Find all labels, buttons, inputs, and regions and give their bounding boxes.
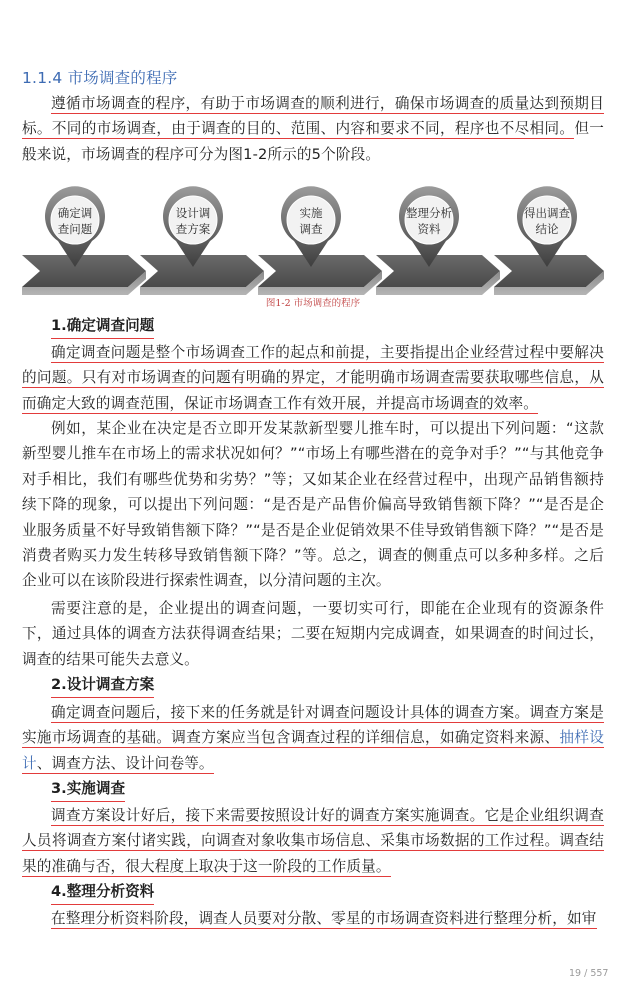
stage-3-pin-face: [287, 196, 335, 244]
stage-1-label-line1: 确定调: [57, 206, 93, 220]
stage-5-label-line2: 结论: [535, 222, 559, 236]
stage-1-arrow: [22, 255, 146, 287]
intro-paragraph: [22, 91, 604, 167]
stage-5-pin-face: [523, 196, 571, 244]
s3-paragraph-1-text: 调查方案设计好后，接下来需要按照设计好的调查方案实施调查。它是企业组织调查人员将调查方案付诸实践，向调查对象收集市场信息、采集市场数据的工作过程。调查结果的准确与否，很大程度上取决于这一阶段的工作质量。: [22, 807, 604, 875]
stage-5: [494, 186, 604, 295]
stage-4: [376, 186, 500, 295]
stage-5-label-line1: 得出调查: [524, 206, 570, 220]
s1-paragraph-1-text: 确定调查问题是整个市场调查工作的起点和前提，主要指提出企业经营过程中要解决的问题。只有对市场调查的问题有明确的界定，才能明确市场调查需要获取哪些信息，从而确定大致的调查范围，保证市场调查工作有效开展，并提高市场调查的效率。: [22, 344, 604, 412]
stage-2-arrow: [140, 255, 264, 287]
s1-paragraph-2: 例如，某企业在决定是否立即开发某款新型婴儿推车时，可以提出下列问题：“这款新型婴儿推车在市场上的需求状况如何？”“市场上有哪些潜在的竞争对手？”“与其他竞争对手相比，我们有哪些优势和劣势？”等；又如某企业在经营过程中，出现产品销售额持续下降的现象，可以提出下列问题：“是否是产品售价偏高导致销售额下降？”“是否是企业服务质量不好导致销售额下降？”“是否是企业促销效果不佳导致销售额下降？”“是否是消费者购买力发生转移导致销售额下降？”等。总之，调查的侧重点可以多种多样。之后企业可以在该阶段进行探索性调查，以分清问题的主次。: [22, 420, 604, 590]
heading-define-problem: 1.确定调查问题: [51, 314, 154, 339]
stage-3-label-line1: 实施: [299, 206, 323, 220]
stage-4-label-line1: 整理分析: [406, 206, 452, 220]
stage-3: [258, 186, 382, 295]
sampling-design-link[interactable]: 抽样设计: [22, 729, 605, 772]
stage-4-pin-face: [405, 196, 453, 244]
section-title: 1.1.4 市场调查的程序: [22, 69, 178, 87]
stage-4-label-line2: 资料: [417, 222, 441, 236]
intro-plain-text: 但一般来说，市场调查的程序可分为图1-2所示的5个阶段。: [22, 120, 604, 163]
process-diagram-svg: [20, 183, 606, 311]
s2-paragraph-1-text-a: 确定调查问题后，接下来的任务就是针对调查问题设计具体的调查方案。调查方案是实施市场调查的基础。调查方案应当包含调查过程的详细信息，如确定资料来源、: [22, 704, 604, 747]
stage-2: [140, 186, 264, 295]
stage-4-arrow: [376, 255, 500, 287]
page-number: 19 / 557: [569, 968, 609, 979]
stage-3-arrow: [258, 255, 382, 287]
stage-2-pin-face: [169, 196, 217, 244]
s2-paragraph-1: [22, 700, 604, 776]
s2-paragraph-1-text-b: 、调查方法、设计问卷等。: [36, 754, 214, 772]
s3-paragraph-1: [22, 803, 604, 879]
s4-paragraph-1: [22, 906, 604, 931]
heading-analyze-data: 4.整理分析资料: [51, 880, 154, 905]
stage-1-pin-face: [51, 196, 99, 244]
heading-conduct-survey: 3.实施调查: [51, 777, 125, 802]
stage-1-label-line2: 查问题: [57, 222, 93, 236]
figure-caption: 图1-2 市场调查的程序: [265, 298, 361, 309]
stage-3-label-line2: 调查: [299, 222, 323, 236]
stage-1: [22, 186, 146, 295]
stage-2-label-line2: 查方案: [175, 222, 211, 236]
intro-underlined-text: 遵循市场调查的程序，有助于市场调查的顺利进行，确保市场调查的质量达到预期目标。不同的市场调查，由于调查的目的、范围、内容和要求不同，程序也不尽相同。: [22, 95, 604, 138]
s1-paragraph-3: 需要注意的是，企业提出的调查问题，一要切实可行，即能在企业现有的资源条件下，通过具体的调查方法获得调查结果；二要在短期内完成调查，如果调查的时间过长，调查的结果可能失去意义。: [22, 600, 604, 668]
heading-design-plan: 2.设计调查方案: [51, 673, 154, 698]
s1-paragraph-1: [22, 340, 604, 416]
s4-paragraph-1-text: 在整理分析资料阶段，调查人员要对分散、零星的市场调查资料进行整理分析，如审: [51, 910, 597, 927]
process-diagram: [20, 183, 606, 311]
stage-2-label-line1: 设计调: [175, 206, 211, 220]
